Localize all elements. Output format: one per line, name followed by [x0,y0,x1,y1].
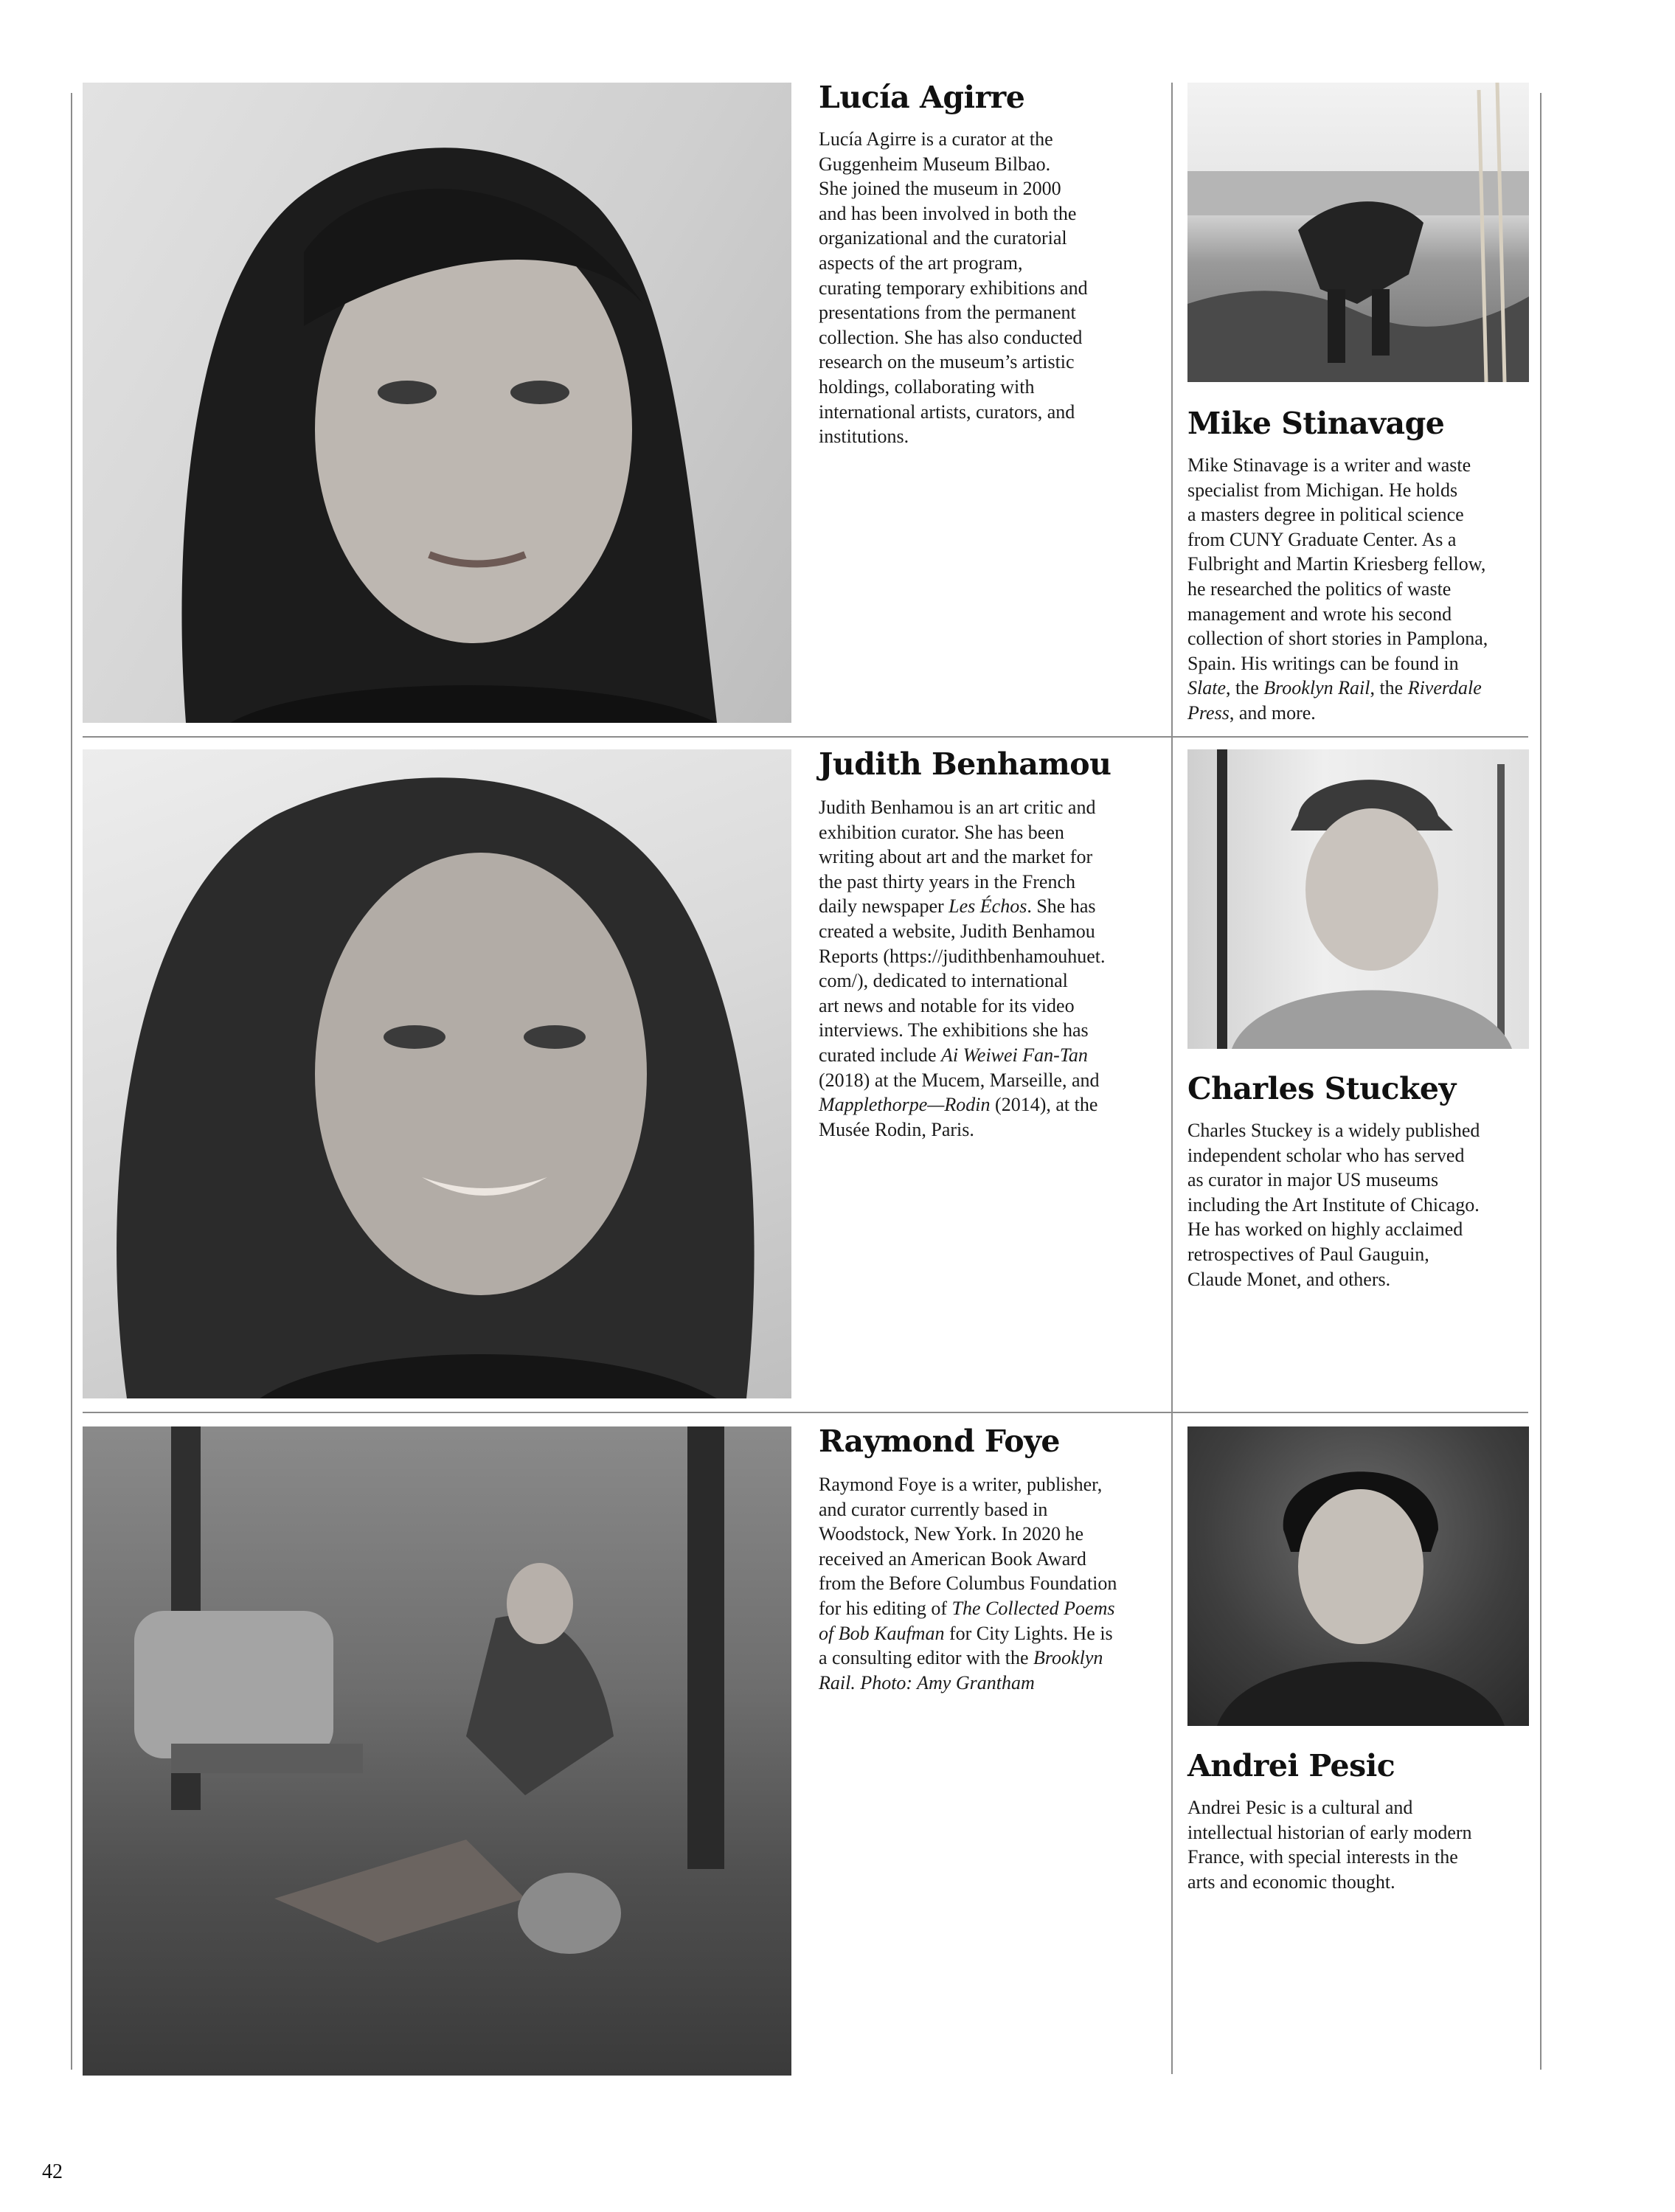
bio-line: for his editing of The Collected Poems [819,1597,1115,1619]
bio-line: interviews. The exhibitions she has [819,1019,1089,1041]
bio-line: and curator currently based in [819,1498,1048,1520]
column-rule-center [1171,83,1173,2074]
bio-line: holdings, collaborating with [819,375,1035,398]
bio-line: a masters degree in political science [1187,504,1464,526]
bio-line: daily newspaper Les Échos. She has [819,895,1096,918]
bio-line: Slate, the Brooklyn Rail, the Riverdale [1187,677,1482,699]
bio-line: arts and economic thought. [1187,1871,1395,1893]
profile-bio [819,795,1106,1142]
bio-line: retrospectives of Paul Gauguin, [1187,1243,1429,1265]
bio-line: received an American Book Award [819,1547,1086,1570]
bio-line: com/), dedicated to international [819,970,1068,992]
bio-line: Lucía Agirre is a curator at the [819,128,1053,150]
bio-line: aspects of the art program, [819,252,1023,274]
bio-line: of Bob Kaufman for City Lights. He is [819,1622,1113,1644]
profile-name: Lucía Agirre [819,80,1025,115]
bio-line: Woodstock, New York. In 2020 he [819,1523,1083,1545]
bio-line: Rail. Photo: Amy Grantham [819,1671,1035,1693]
bio-line: intellectual historian of early modern [1187,1821,1472,1843]
profile-bio [1187,1118,1480,1292]
bio-line: Spain. His writings can be found in [1187,652,1459,674]
bio-line: Judith Benhamou is an art critic and [819,797,1096,818]
bio-line: organizational and the curatorial [819,227,1067,249]
bio-line: exhibition curator. She has been [819,821,1064,843]
bio-line: management and wrote his second [1187,603,1452,625]
bio-line: Musée Rodin, Paris. [819,1118,974,1140]
bio-line: as curator in major US museums [1187,1169,1439,1191]
profile-bio [819,127,1088,449]
bio-line: including the Art Institute of Chicago. [1187,1193,1480,1216]
bio-line: He has worked on highly acclaimed [1187,1218,1463,1241]
bio-line: presentations from the permanent [819,302,1076,324]
bio-line: Andrei Pesic is a cultural and [1187,1797,1413,1818]
column-rule-left [71,93,72,2070]
bio-line: institutions. [819,426,909,448]
bio-line: Mike Stinavage is a writer and waste [1187,454,1471,476]
bio-line: specialist from Michigan. He holds [1187,479,1458,501]
bio-line: Raymond Foye is a writer, publisher, [819,1474,1103,1495]
bio-line: independent scholar who has served [1187,1144,1465,1166]
portrait-judith-benhamou [83,749,791,1398]
bio-line: curating temporary exhibitions and [819,277,1088,299]
bio-line: international artists, curators, and [819,401,1075,423]
bio-line: (2018) at the Mucem, Marseille, and [819,1069,1100,1091]
profile-bio [819,1472,1117,1695]
profile-name: Charles Stuckey [1187,1071,1456,1106]
bio-line: and has been involved in both the [819,202,1077,224]
bio-line: art news and notable for its video [819,994,1075,1016]
profile-bio [1187,453,1488,726]
column-rule-right [1540,93,1542,2070]
bio-line: She joined the museum in 2000 [819,178,1061,200]
bio-line: Guggenheim Museum Bilbao. [819,153,1051,175]
bio-line: collection of short stories in Pamplona, [1187,628,1488,650]
row-rule-1 [83,736,1528,738]
bio-line: from CUNY Graduate Center. As a [1187,528,1457,550]
profile-name: Andrei Pesic [1187,1748,1395,1783]
bio-line: Reports (https://judithbenhamouhuet. [819,945,1106,967]
profile-name: Raymond Foye [819,1424,1061,1459]
profile-name: Mike Stinavage [1187,406,1445,441]
portrait-andrei-pesic [1187,1426,1529,1726]
row-rule-2 [83,1412,1528,1413]
bio-line: Press, and more. [1187,701,1316,724]
portrait-charles-stuckey [1187,749,1529,1049]
bio-line: the past thirty years in the French [819,870,1076,892]
bio-line: Mapplethorpe—Rodin (2014), at the [819,1094,1098,1116]
bio-line: collection. She has also conducted [819,326,1083,348]
bio-line: created a website, Judith Benhamou [819,920,1095,942]
bio-line: curated include Ai Weiwei Fan-Tan [819,1044,1088,1066]
bio-line: Charles Stuckey is a widely published [1187,1120,1480,1141]
bio-line: he researched the politics of waste [1187,578,1452,600]
bio-line: France, with special interests in the [1187,1846,1458,1868]
profile-bio [1187,1795,1472,1894]
bio-line: a consulting editor with the Brooklyn [819,1647,1103,1669]
bio-line: writing about art and the market for [819,846,1093,868]
photo-mike-stinavage-field [1187,83,1529,382]
bio-line: Fulbright and Martin Kriesberg fellow, [1187,553,1486,575]
bio-line: research on the museum’s artistic [819,351,1075,373]
portrait-lucia-agirre [83,83,791,723]
page-number: 42 [42,2160,63,2183]
photo-raymond-foye-campfire [83,1426,791,2076]
bio-line: from the Before Columbus Foundation [819,1573,1117,1595]
bio-line: Claude Monet, and others. [1187,1268,1391,1290]
profile-name: Judith Benhamou [819,746,1112,782]
